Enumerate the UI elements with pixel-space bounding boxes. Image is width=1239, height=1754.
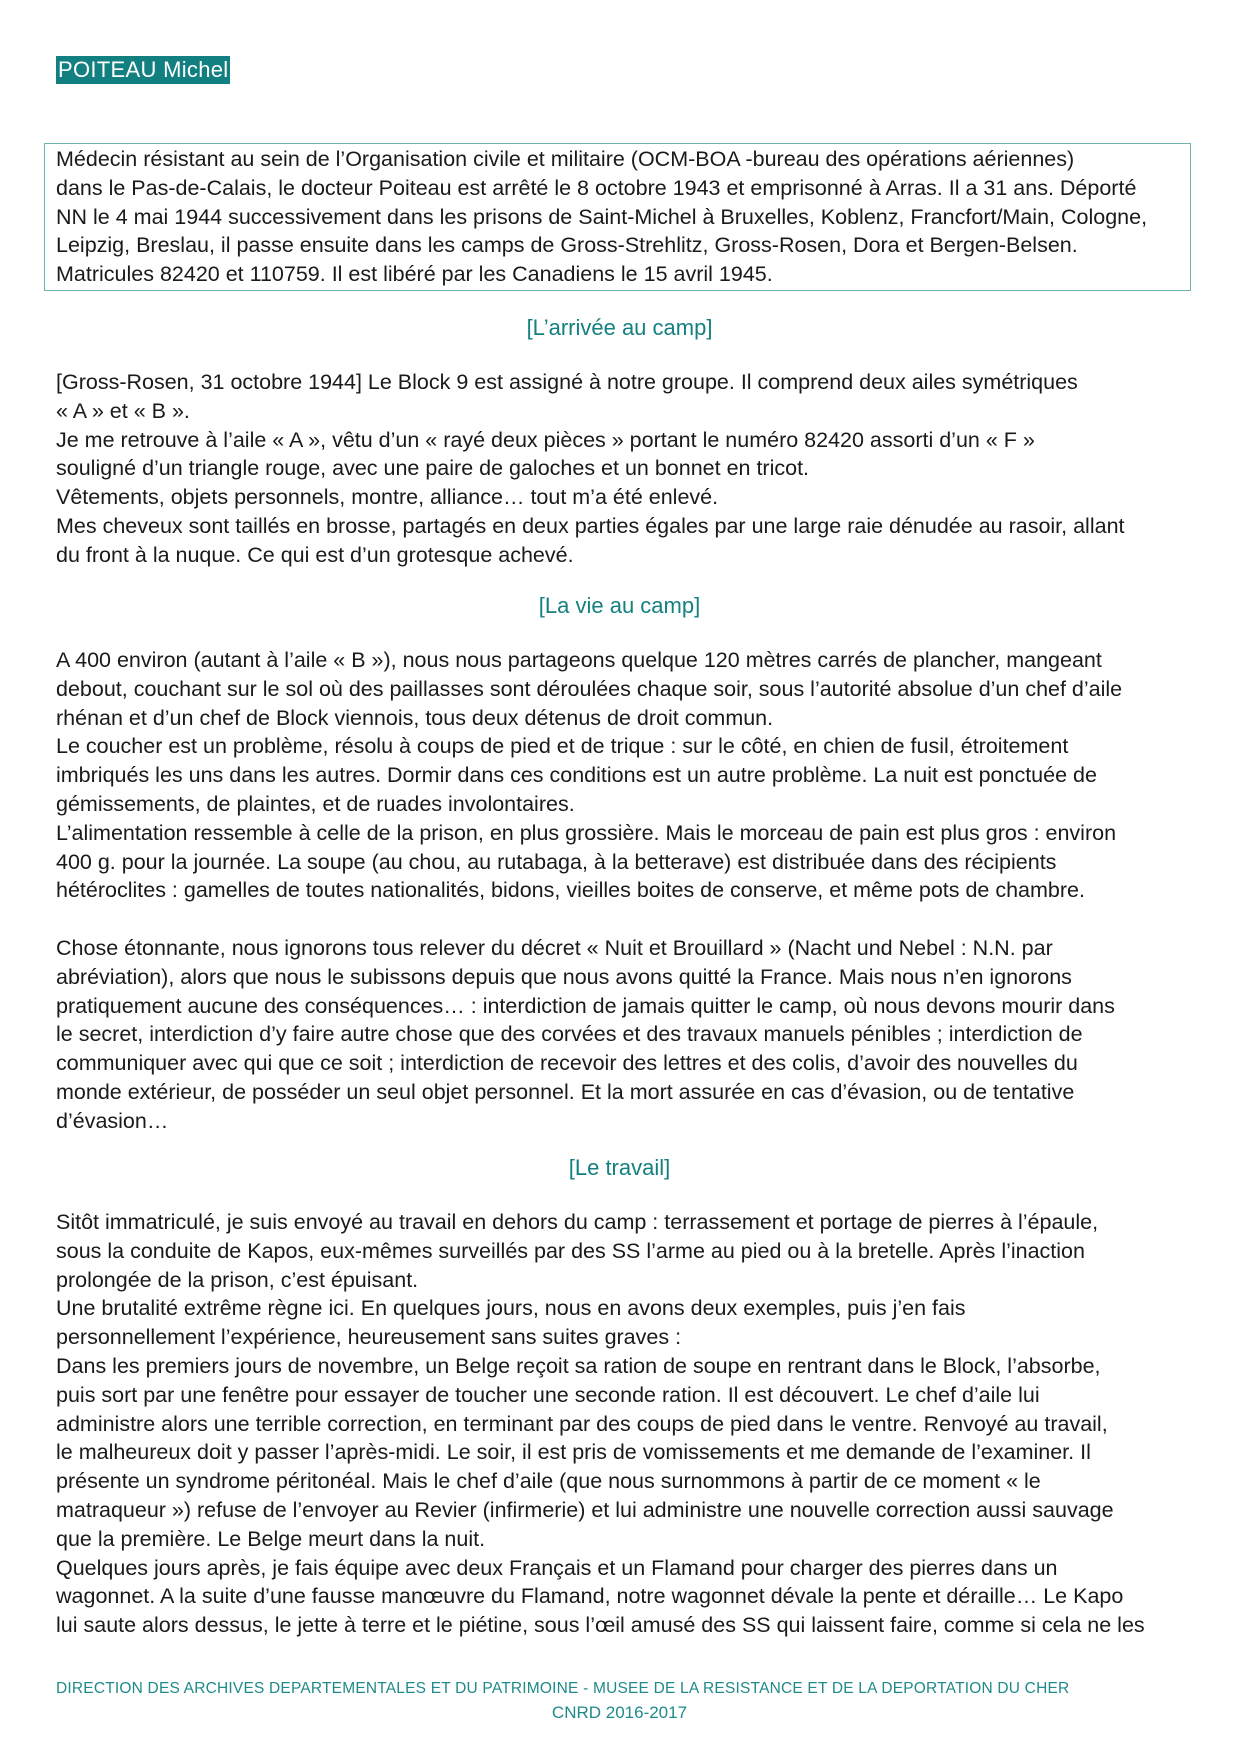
text-line: [Gross-Rosen, 31 octobre 1944] Le Block 9 est assigné à notre groupe. Il comprend deux ailes symétriques — [56, 370, 1078, 394]
text-line: le malheureux doit y passer l’après-midi. Le soir, il est pris de vomissements et me demande de l’examiner. Il — [56, 1440, 1091, 1465]
text-line: gémissements, de plaintes, et de ruades involontaires. — [56, 791, 575, 816]
text-line: présente un syndrome péritonéal. Mais le chef d’aile (que nous surnommons à partir de ce moment « le — [56, 1469, 1041, 1494]
text-line: L’alimentation ressemble à celle de la prison, en plus grossière. Mais le morceau de pain est plus gros : environ — [56, 820, 1117, 845]
text-line: Le coucher est un problème, résolu à coups de pied et de trique : sur le côté, en chien de fusil, étroitement — [56, 734, 1069, 759]
text-line: lui saute alors dessus, le jette à terre et le piétine, sous l’œil amusé des SS qui laissent faire, comme si cela ne les — [56, 1613, 1145, 1638]
text-line: Sitôt immatriculé, je suis envoyé au travail en dehors du camp : terrassement et portage de pierres à l’épaule, — [56, 1210, 1099, 1234]
text-line: prolongée de la prison, c’est épuisant. — [56, 1267, 419, 1292]
bio-line: Matricules 82420 et 110759. Il est libéré par les Canadiens le 15 avril 1945. — [56, 262, 773, 287]
section-body-work — [56, 1208, 1239, 1640]
text-line: « A » et « B ». — [56, 398, 190, 423]
section-heading-arrival: [L’arrivée au camp] — [526, 315, 713, 340]
text-line: debout, couchant sur le sol où des paillasses sont déroulées chaque soir, sous l’autorité absolue d’un chef d’aile — [56, 676, 1123, 701]
text-line: pratiquement aucune des conséquences… : interdiction de jamais quitter le camp, où nous devons mourir dans — [56, 993, 1115, 1018]
text-line: matraqueur ») refuse de l’envoyer au Revier (infirmerie) et lui administre une nouvelle correction aussi sauvage — [56, 1497, 1114, 1522]
section-heading-work: [Le travail] — [568, 1155, 671, 1180]
text-line: Chose étonnante, nous ignorons tous relever du décret « Nuit et Brouillard » (Nacht und Nebel : N.N. par — [56, 935, 1053, 960]
text-line: personnellement l’expérience, heureusement sans suites graves : — [56, 1325, 682, 1350]
text-line: puis sort par une fenêtre pour essayer de toucher une seconde ration. Il est découvert. Le chef d’aile lui — [56, 1382, 1040, 1407]
blank-line — [56, 905, 1239, 934]
text-line: Vêtements, objets personnels, montre, alliance… tout m’a été enlevé. — [56, 485, 719, 510]
text-line: rhénan et d’un chef de Block viennois, tous deux détenus de droit commun. — [56, 705, 774, 730]
text-line: abréviation), alors que nous le subissons depuis que nous avons quitté la France. Mais nous n’en ignorons — [56, 964, 1072, 989]
text-line: Je me retrouve à l’aile « A », vêtu d’un « rayé deux pièces » portant le numéro 82420 assorti d’un « F » — [56, 427, 1035, 452]
biography-text — [56, 145, 1236, 289]
text-line: Mes cheveux sont taillés en brosse, partagés en deux parties égales par une large raie dénudée au rasoir, allant — [56, 513, 1125, 538]
text-line: wagonnet. A la suite d’une fausse manœuvre du Flamand, notre wagonnet dévale la pente et déraille… Le Kapo — [56, 1584, 1124, 1609]
text-line: A 400 environ (autant à l’aile « B »), nous nous partageons quelque 120 mètres carrés de plancher, mangeant — [56, 648, 1102, 672]
text-line: hétéroclites : gamelles de toutes nationalités, bidons, vieilles boites de conserve, et même pots de chambre. — [56, 878, 1085, 903]
person-name-title: POITEAU Michel — [58, 57, 229, 82]
section-body-arrival — [56, 368, 1239, 570]
text-line: Une brutalité extrême règne ici. En quelques jours, nous en avons deux exemples, puis j’en fais — [56, 1296, 966, 1321]
bio-line: Leipzig, Breslau, il passe ensuite dans les camps de Gross-Strehlitz, Gross-Rosen, Dora et Bergen-Belsen. — [56, 233, 1078, 258]
text-line: 400 g. pour la journée. La soupe (au chou, au rutabaga, à la betterave) est distribuée dans des récipients — [56, 849, 1057, 874]
text-line: du front à la nuque. Ce qui est d’un grotesque achevé. — [56, 542, 574, 567]
text-line: souligné d’un triangle rouge, avec une paire de galoches et un bonnet en tricot. — [56, 456, 810, 481]
bio-line: dans le Pas-de-Calais, le docteur Poiteau est arrêté le 8 octobre 1943 et emprisonné à Arras. Il a 31 ans. Déporté — [56, 175, 1137, 200]
footer-institution: DIRECTION DES ARCHIVES DEPARTEMENTALES ET DU PATRIMOINE - MUSEE DE LA RESISTANCE ET DE LA DEPORTATION DU CHER — [56, 1680, 1070, 1697]
section-body-camp-life — [56, 646, 1239, 1136]
text-line: le secret, interdiction d’y faire autre chose que des corvées et des travaux manuels pénibles ; interdiction de — [56, 1022, 1083, 1047]
bio-line: Médecin résistant au sein de l’Organisation civile et militaire (OCM-BOA -bureau des opérations aériennes) — [56, 147, 1075, 171]
text-line: sous la conduite de Kapos, eux-mêmes surveillés par des SS l’arme au pied ou à la bretelle. Après l’inaction — [56, 1238, 1085, 1263]
text-line: communiquer avec qui que ce soit ; interdiction de recevoir des lettres et des colis, d’avoir des nouvelles du — [56, 1051, 1078, 1076]
text-line: que la première. Le Belge meurt dans la nuit. — [56, 1526, 486, 1551]
text-line: administre alors une terrible correction, en terminant par des coups de pied dans le ventre. Renvoyé au travail, — [56, 1411, 1108, 1436]
text-line: Dans les premiers jours de novembre, un Belge reçoit sa ration de soupe en rentrant dans le Block, l’absorbe, — [56, 1353, 1101, 1378]
text-line: imbriqués les uns dans les autres. Dormir dans ces conditions est un autre problème. La nuit est ponctuée de — [56, 763, 1097, 788]
footer-cnrd: CNRD 2016-2017 — [551, 1703, 688, 1722]
section-heading-camp-life: [La vie au camp] — [538, 593, 701, 618]
text-line: d’évasion… — [56, 1108, 169, 1133]
text-line: Quelques jours après, je fais équipe avec deux Français et un Flamand pour charger des pierres dans un — [56, 1555, 1058, 1580]
text-line: monde extérieur, de posséder un seul objet personnel. Et la mort assurée en cas d’évasion, ou de tentative — [56, 1079, 1075, 1104]
bio-line: NN le 4 mai 1944 successivement dans les prisons de Saint-Michel à Bruxelles, Koblenz, Francfort/Main, Cologne, — [56, 204, 1148, 229]
